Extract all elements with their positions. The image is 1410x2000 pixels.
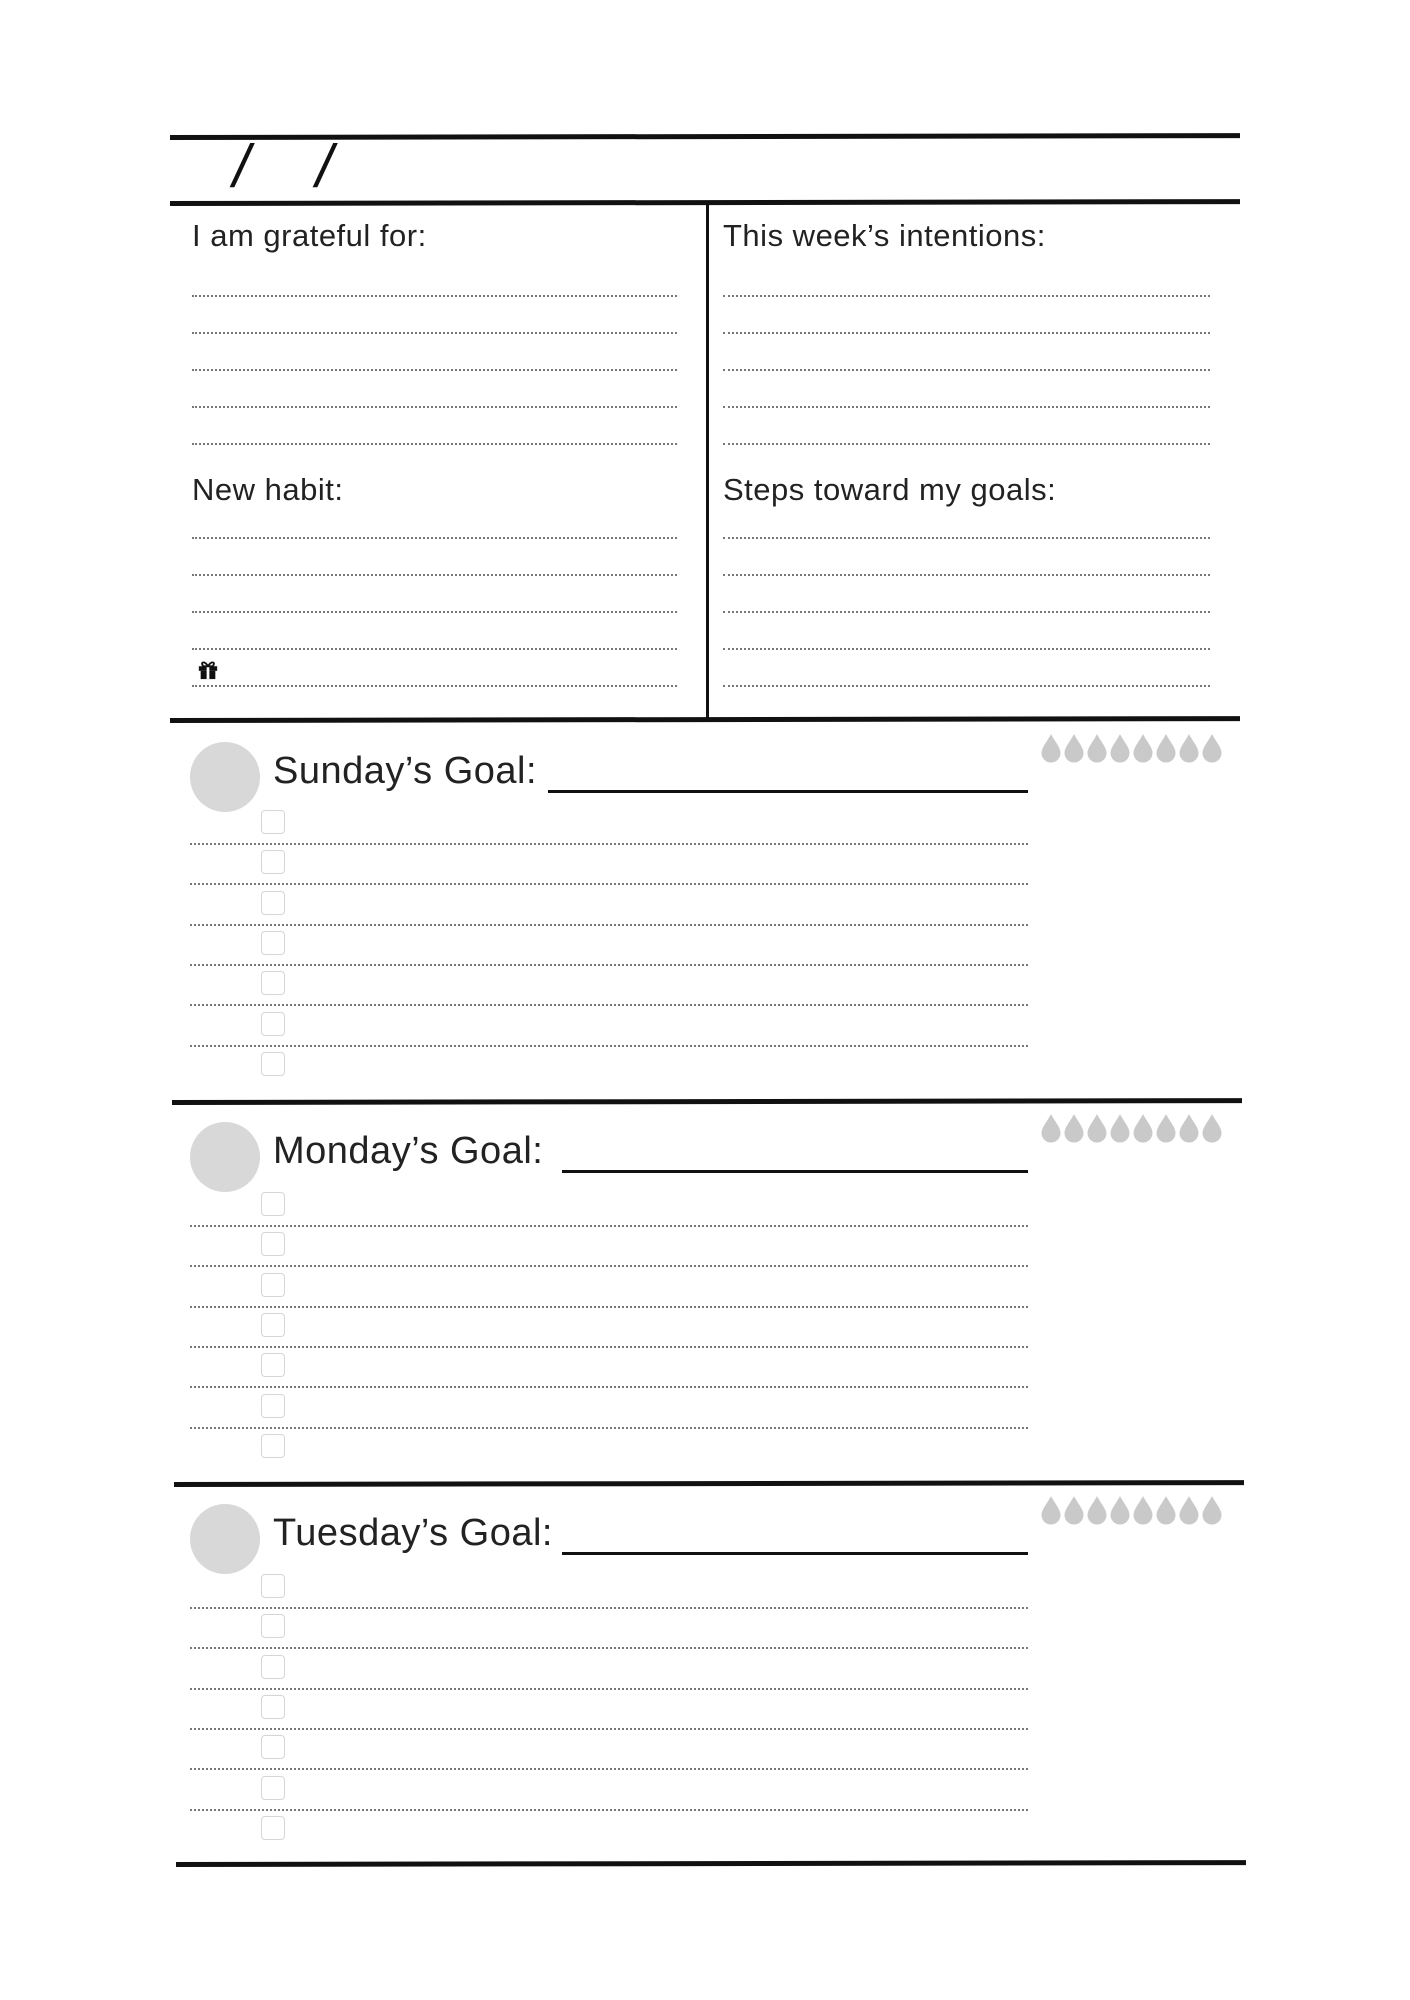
water-drop-icon[interactable] [1109, 1112, 1131, 1144]
task-line[interactable] [190, 1728, 1028, 1730]
task-checkbox[interactable] [261, 1614, 285, 1638]
task-checkbox[interactable] [261, 810, 285, 834]
steps-line[interactable] [723, 537, 1210, 539]
water-drop-icon[interactable] [1201, 1112, 1223, 1144]
steps-line[interactable] [723, 611, 1210, 613]
habit-line[interactable] [192, 685, 677, 687]
water-drop-icon[interactable] [1155, 732, 1177, 764]
water-drop-icon[interactable] [1155, 1494, 1177, 1526]
task-checkbox[interactable] [261, 1232, 285, 1256]
task-checkbox[interactable] [261, 1574, 285, 1598]
grateful-line[interactable] [192, 332, 677, 334]
water-drop-icon[interactable] [1063, 1494, 1085, 1526]
task-line[interactable] [190, 1306, 1028, 1308]
date-separator: / [233, 133, 250, 200]
grateful-line[interactable] [192, 295, 677, 297]
water-drop-icon[interactable] [1132, 1494, 1154, 1526]
intentions-line[interactable] [723, 295, 1210, 297]
task-line[interactable] [190, 1427, 1028, 1429]
task-checkbox[interactable] [261, 1012, 285, 1036]
day-goal-title: Tuesday’s Goal: [273, 1512, 553, 1554]
date-separator: / [316, 133, 333, 200]
task-checkbox[interactable] [261, 891, 285, 915]
goal-line[interactable] [548, 790, 1028, 793]
grateful-line[interactable] [192, 443, 677, 445]
task-checkbox[interactable] [261, 1052, 285, 1076]
task-line[interactable] [190, 1607, 1028, 1609]
intentions-line[interactable] [723, 406, 1210, 408]
habit-line[interactable] [192, 648, 677, 650]
water-tracker [1040, 1494, 1223, 1526]
water-drop-icon[interactable] [1178, 732, 1200, 764]
water-drop-icon[interactable] [1109, 1494, 1131, 1526]
task-checkbox[interactable] [261, 1394, 285, 1418]
day-block-tuesday [0, 1482, 1410, 1862]
day-circle [190, 742, 260, 812]
water-tracker [1040, 732, 1223, 764]
task-line[interactable] [190, 843, 1028, 845]
task-line[interactable] [190, 1004, 1028, 1006]
bottom-rule [176, 1860, 1246, 1867]
task-checkbox[interactable] [261, 1735, 285, 1759]
task-line[interactable] [190, 1346, 1028, 1348]
habit-line[interactable] [192, 574, 677, 576]
task-checkbox[interactable] [261, 1192, 285, 1216]
water-drop-icon[interactable] [1178, 1494, 1200, 1526]
task-line[interactable] [190, 924, 1028, 926]
header-bottom-rule [170, 199, 1240, 206]
grateful-title: I am grateful for: [192, 218, 427, 253]
steps-line[interactable] [723, 648, 1210, 650]
grateful-line[interactable] [192, 369, 677, 371]
water-drop-icon[interactable] [1201, 732, 1223, 764]
water-drop-icon[interactable] [1040, 1494, 1062, 1526]
water-drop-icon[interactable] [1201, 1494, 1223, 1526]
intentions-line[interactable] [723, 443, 1210, 445]
new-habit-title: New habit: [192, 472, 344, 507]
task-checkbox[interactable] [261, 1353, 285, 1377]
task-line[interactable] [190, 1688, 1028, 1690]
goal-line[interactable] [562, 1170, 1028, 1173]
water-tracker [1040, 1112, 1223, 1144]
water-drop-icon[interactable] [1155, 1112, 1177, 1144]
intentions-title: This week’s intentions: [723, 218, 1046, 253]
water-drop-icon[interactable] [1086, 1112, 1108, 1144]
task-line[interactable] [190, 1386, 1028, 1388]
day-block-sunday [0, 718, 1410, 1098]
water-drop-icon[interactable] [1063, 732, 1085, 764]
task-checkbox[interactable] [261, 850, 285, 874]
intentions-line[interactable] [723, 332, 1210, 334]
water-drop-icon[interactable] [1063, 1112, 1085, 1144]
day-circle [190, 1504, 260, 1574]
task-line[interactable] [190, 1045, 1028, 1047]
task-checkbox[interactable] [261, 971, 285, 995]
gift-icon [197, 658, 219, 680]
task-checkbox[interactable] [261, 1434, 285, 1458]
task-checkbox[interactable] [261, 1776, 285, 1800]
task-line[interactable] [190, 1809, 1028, 1811]
task-checkbox[interactable] [261, 1313, 285, 1337]
steps-line[interactable] [723, 574, 1210, 576]
task-line[interactable] [190, 1647, 1028, 1649]
water-drop-icon[interactable] [1086, 732, 1108, 764]
water-drop-icon[interactable] [1132, 732, 1154, 764]
water-drop-icon[interactable] [1109, 732, 1131, 764]
task-checkbox[interactable] [261, 1655, 285, 1679]
goal-line[interactable] [562, 1552, 1028, 1555]
task-checkbox[interactable] [261, 1273, 285, 1297]
water-drop-icon[interactable] [1040, 1112, 1062, 1144]
water-drop-icon[interactable] [1178, 1112, 1200, 1144]
day-circle [190, 1122, 260, 1192]
day-goal-title: Sunday’s Goal: [273, 750, 538, 792]
water-drop-icon[interactable] [1132, 1112, 1154, 1144]
water-drop-icon[interactable] [1086, 1494, 1108, 1526]
day-goal-title: Monday’s Goal: [273, 1130, 544, 1172]
water-drop-icon[interactable] [1040, 732, 1062, 764]
task-line[interactable] [190, 1225, 1028, 1227]
day-block-monday [0, 1100, 1410, 1480]
task-line[interactable] [190, 1265, 1028, 1267]
intentions-line[interactable] [723, 369, 1210, 371]
habit-line[interactable] [192, 537, 677, 539]
task-line[interactable] [190, 964, 1028, 966]
task-line[interactable] [190, 1768, 1028, 1770]
column-divider [706, 205, 709, 720]
habit-line[interactable] [192, 611, 677, 613]
steps-line[interactable] [723, 685, 1210, 687]
steps-title: Steps toward my goals: [723, 472, 1057, 507]
grateful-line[interactable] [192, 406, 677, 408]
task-checkbox[interactable] [261, 1695, 285, 1719]
task-line[interactable] [190, 883, 1028, 885]
task-checkbox[interactable] [261, 1816, 285, 1840]
task-checkbox[interactable] [261, 931, 285, 955]
